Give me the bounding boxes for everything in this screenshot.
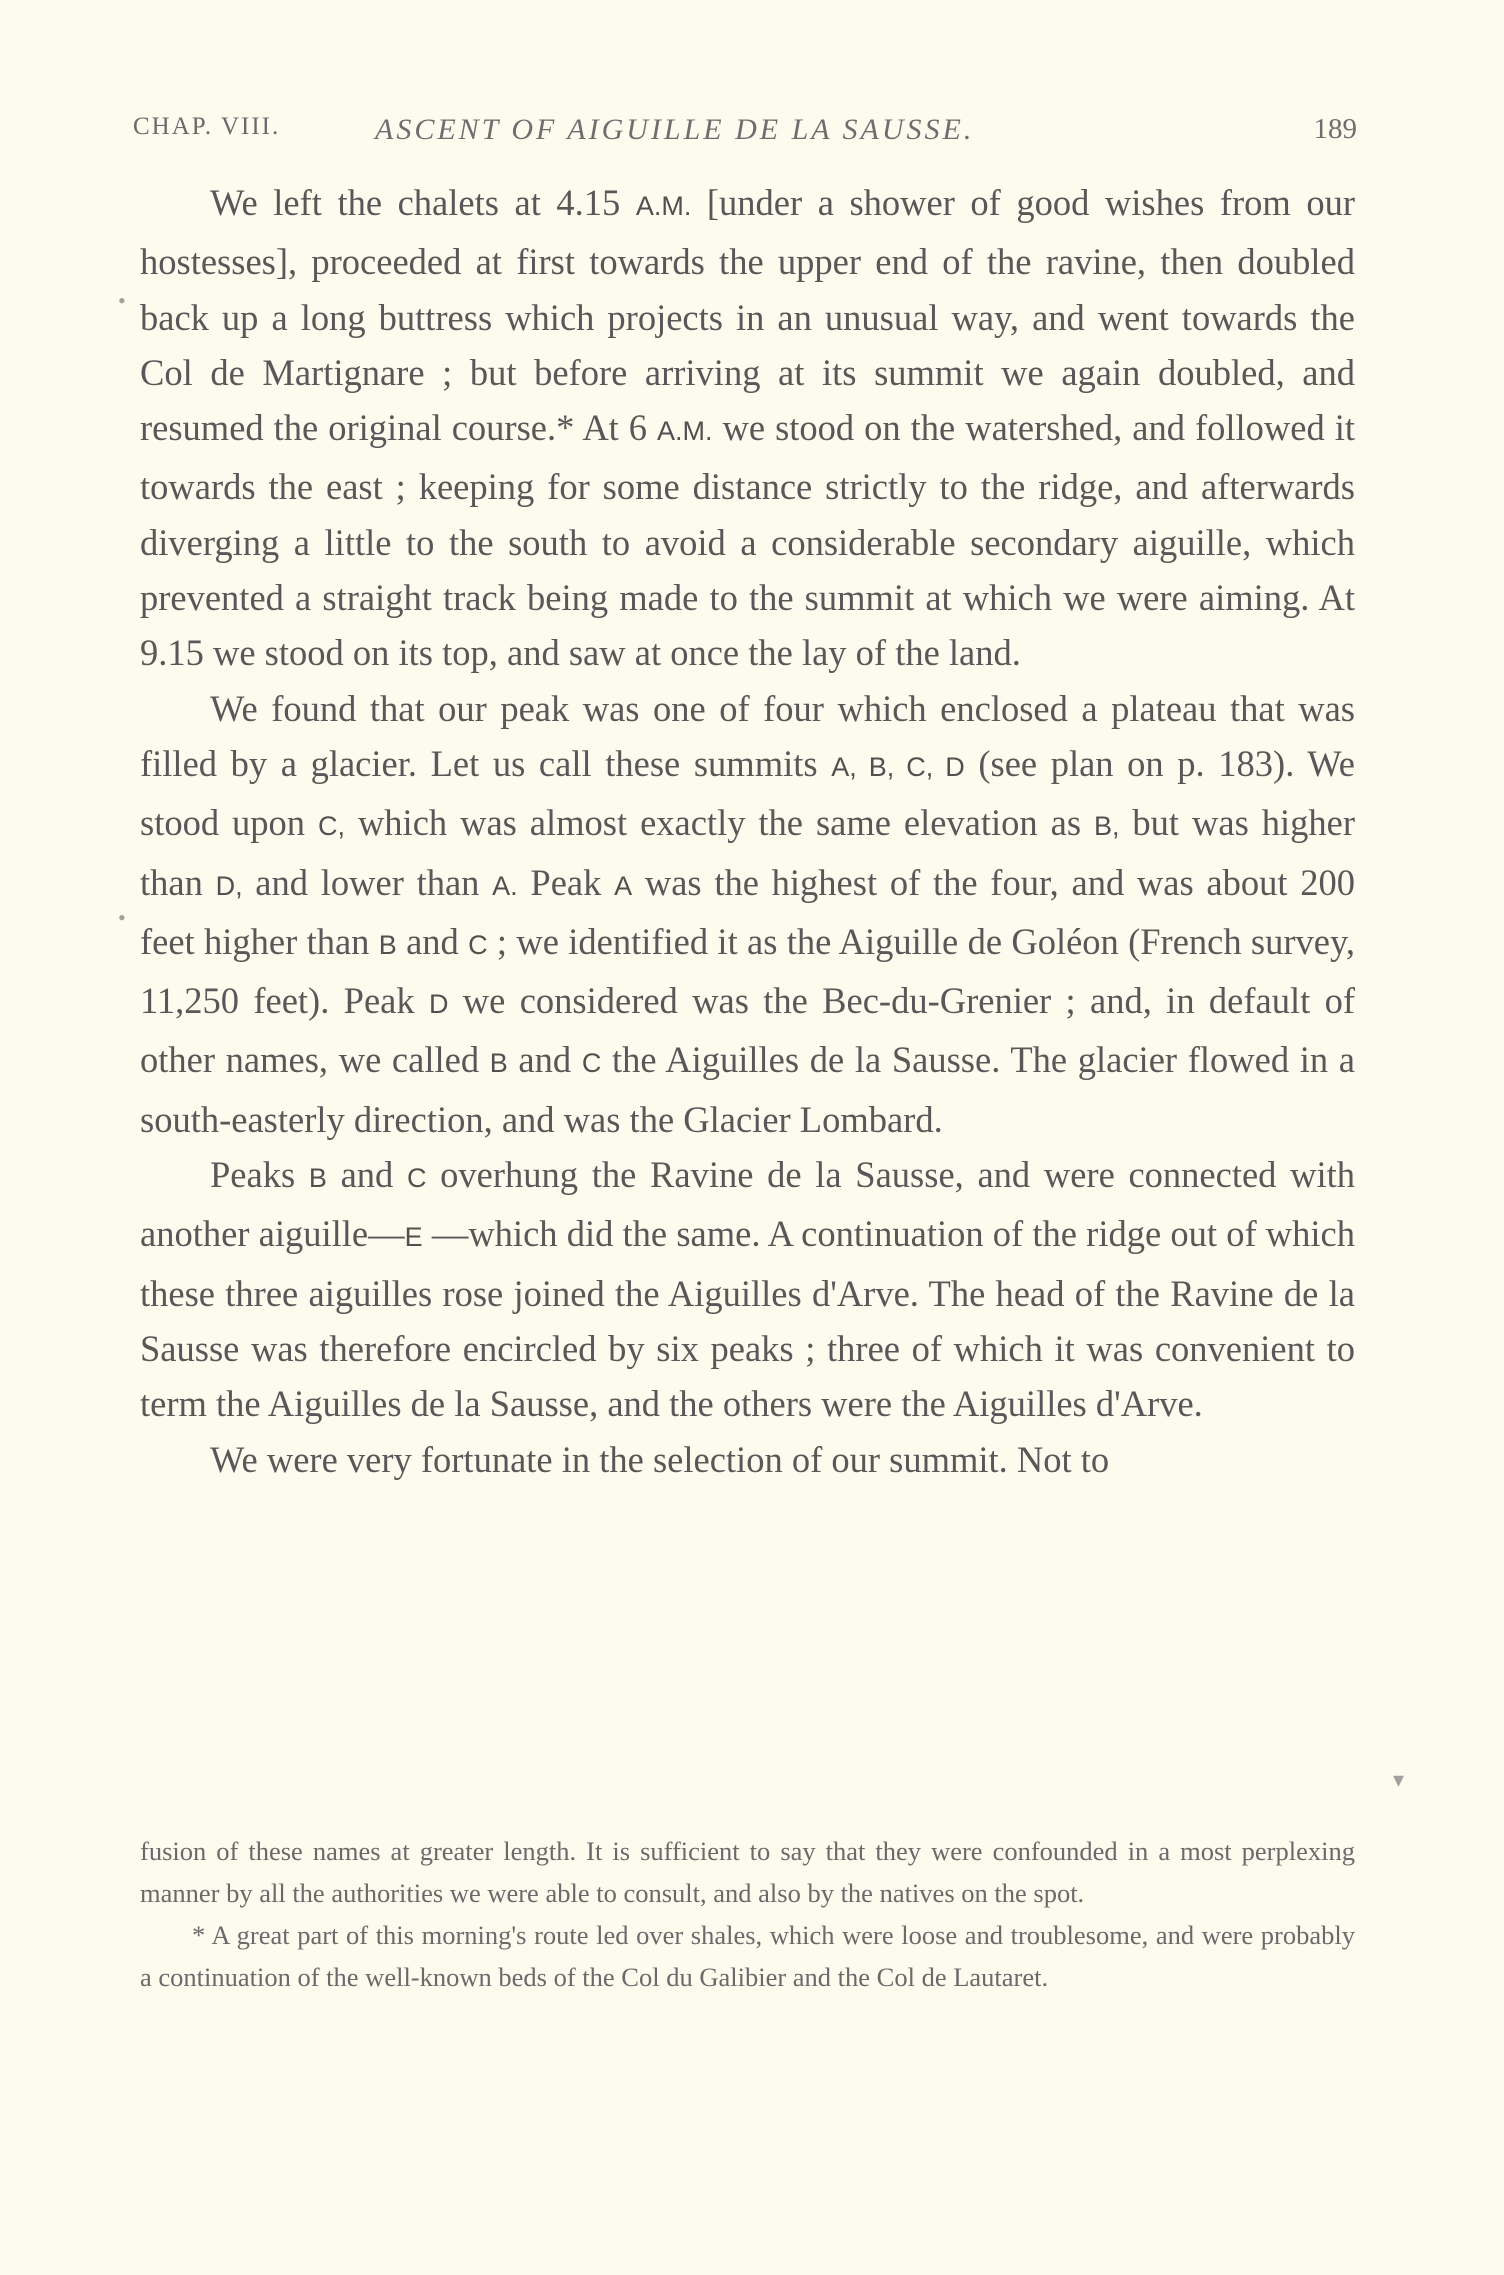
footnotes — [140, 1830, 1355, 1998]
paragraph-4: We were very fortunate in the selection of our summit. Not to — [210, 1438, 1110, 1480]
margin-tick-right: ▾ — [1393, 1767, 1405, 1792]
page-number: 189 — [1313, 113, 1357, 145]
margin-dot-middle: • — [118, 905, 126, 930]
running-title: ASCENT OF AIGUILLE DE LA SAUSSE. — [375, 113, 975, 146]
margin-dot-top: • — [118, 288, 126, 313]
chapter-label: CHAP. VIII. — [133, 113, 281, 140]
running-header — [133, 113, 1357, 149]
footnote-asterisk: * A great part of this morning's route led over shales, which were loose and troublesome, and were probably a continuation of the well-known beds of the Col du Galibier and the Col de Lautaret. — [140, 1920, 1355, 1992]
main-text — [140, 175, 1355, 1487]
paragraph-1: We left the chalets at 4.15 A.M. [under a shower of good wishes from our hostesses], proceeded at first towards the upper end of the ravine, then doubled back up a long buttress which projects in an unusual way, and went towards the Col de Martignare ; but before arriving at its summit we again doubled, and resumed the original course.* At 6 A.M. we stood on the watershed, and followed it towards the east ; keeping for some distance strictly to the ridge, and afterwards diverging a little to the south to avoid a considerable secondary aiguille, which prevented a straight track being made to the summit at which we were aiming. At 9.15 we stood on its top, and saw at once the lay of the land. — [140, 182, 1356, 674]
footnote-continued: fusion of these names at greater length. It is sufficient to say that they were confounded in a most perplexing manner by all the authorities we were able to consult, and also by the natives on the spot. — [140, 1836, 1355, 1908]
paragraph-3: Peaks B and C overhung the Ravine de la Sausse, and were connected with another aiguille—E —which did the same. A continuation of the ridge out of which these three aiguilles rose joined the Aiguilles d'Arve. The head of the Ravine de la Sausse was therefore encircled by six peaks ; three of which it was convenient to term the Aiguilles de la Sausse, and the others were the Aiguilles d'Arve. — [140, 1154, 1356, 1425]
paragraph-2: We found that our peak was one of four which enclosed a plateau that was filled by a glacier. Let us call these summits A, B, C, D (see plan on p. 183). We stood upon C, which was almost exactly the same elevation as B, but was higher than D, and lower than A. Peak A was the highest of the four, and was about 200 feet higher than B and C ; we identified it as the Aiguille de Goléon (French survey, 11,250 feet). Peak D we considered was the Bec-du-Grenier ; and, in default of other names, we called B and C the Aiguilles de la Sausse. The glacier flowed in a south-easterly direction, and was the Glacier Lombard. — [140, 687, 1356, 1140]
